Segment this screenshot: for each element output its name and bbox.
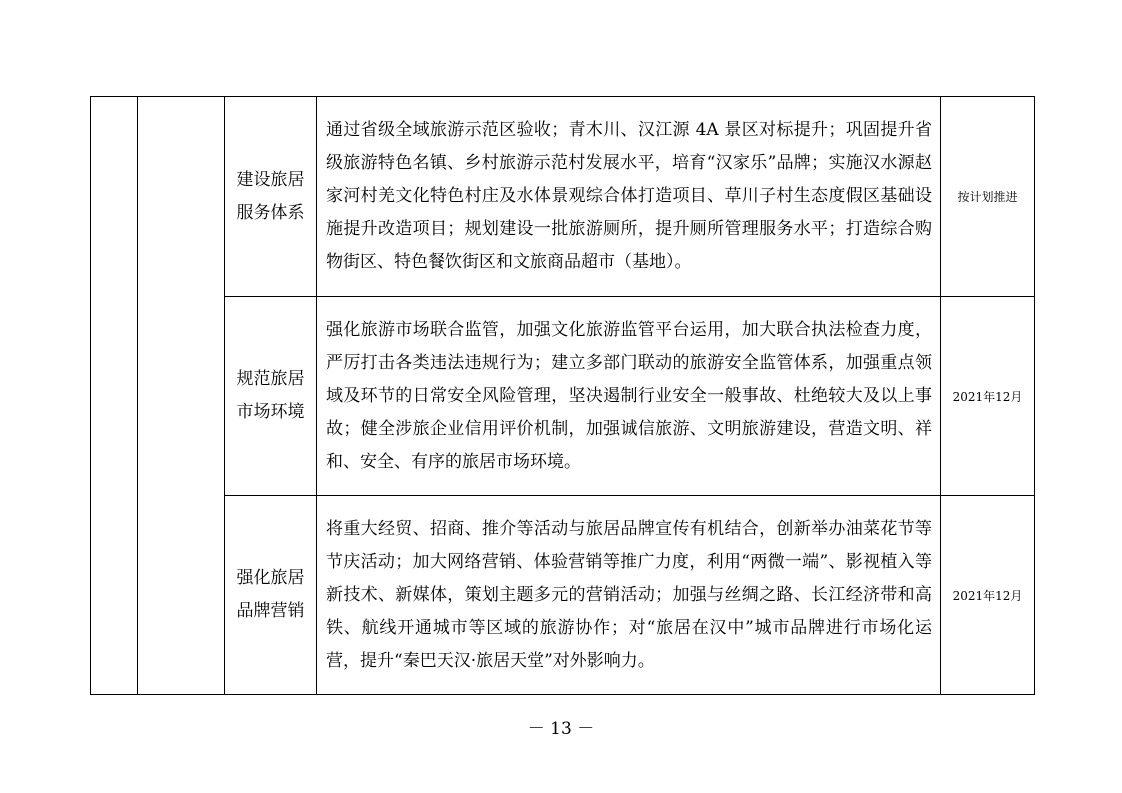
task-item-line: 建设旅居 xyxy=(236,169,305,190)
task-time-cell: 2021年12月 xyxy=(941,496,1035,695)
task-item-line: 品牌营销 xyxy=(236,601,305,621)
table-row xyxy=(91,97,1035,297)
task-time-cell: 按计划推进 xyxy=(941,97,1035,297)
task-table xyxy=(90,96,1035,695)
task-item-cell xyxy=(225,97,317,297)
task-content-cell: 将重大经贸、招商、推介等活动与旅居品牌宣传有机结合，创新举办油菜花节等节庆活动；加大网络营销、体验营销等推广力度，利用“两微一端”、影视植入等新技术、新媒体，策划主题多元的营销活动；加强与丝绸之路、长江经济带和高铁、航线开通城市等区域的旅游协作；对“旅居在汉中”城市品牌进行市场化运营，提升“秦巴天汉·旅居天堂”对外影响力。 xyxy=(317,496,941,695)
task-item-cell xyxy=(225,297,317,496)
table-row xyxy=(91,496,1035,695)
blank-cell-col1 xyxy=(91,97,138,695)
task-item-line: 规范旅居 xyxy=(236,369,305,389)
task-time-cell: 2021年12月 xyxy=(941,297,1035,496)
task-item-line: 强化旅居 xyxy=(236,568,305,588)
page-number: － 13 － xyxy=(527,719,595,739)
task-item-cell xyxy=(225,496,317,695)
blank-cell-col2 xyxy=(138,97,225,695)
task-item-line: 服务体系 xyxy=(236,202,305,223)
task-content-cell: 强化旅游市场联合监管，加强文化旅游监管平台运用，加大联合执法检查力度，严厉打击各类违法违规行为；建立多部门联动的旅游安全监管体系，加强重点领域及环节的日常安全风险管理，坚决遏制行业安全一般事故、杜绝较大及以上事故；健全涉旅企业信用评价机制，加强诚信旅游、文明旅游建设，营造文明、祥和、安全、有序的旅居市场环境。 xyxy=(317,297,941,496)
table-row xyxy=(91,297,1035,496)
task-content-cell: 通过省级全域旅游示范区验收；青木川、汉江源 4A 景区对标提升；巩固提升省级旅游特色名镇、乡村旅游示范村发展水平，培育“汉家乐”品牌；实施汉水源赵家河村羌文化特色村庄及水体景观综合体打造项目、草川子村生态度假区基础设施提升改造项目；规划建设一批旅游厕所，提升厕所管理服务水平；打造综合购物街区、特色餐饮街区和文旅商品超市（基地）。 xyxy=(317,97,941,297)
task-item-line: 市场环境 xyxy=(236,402,305,422)
